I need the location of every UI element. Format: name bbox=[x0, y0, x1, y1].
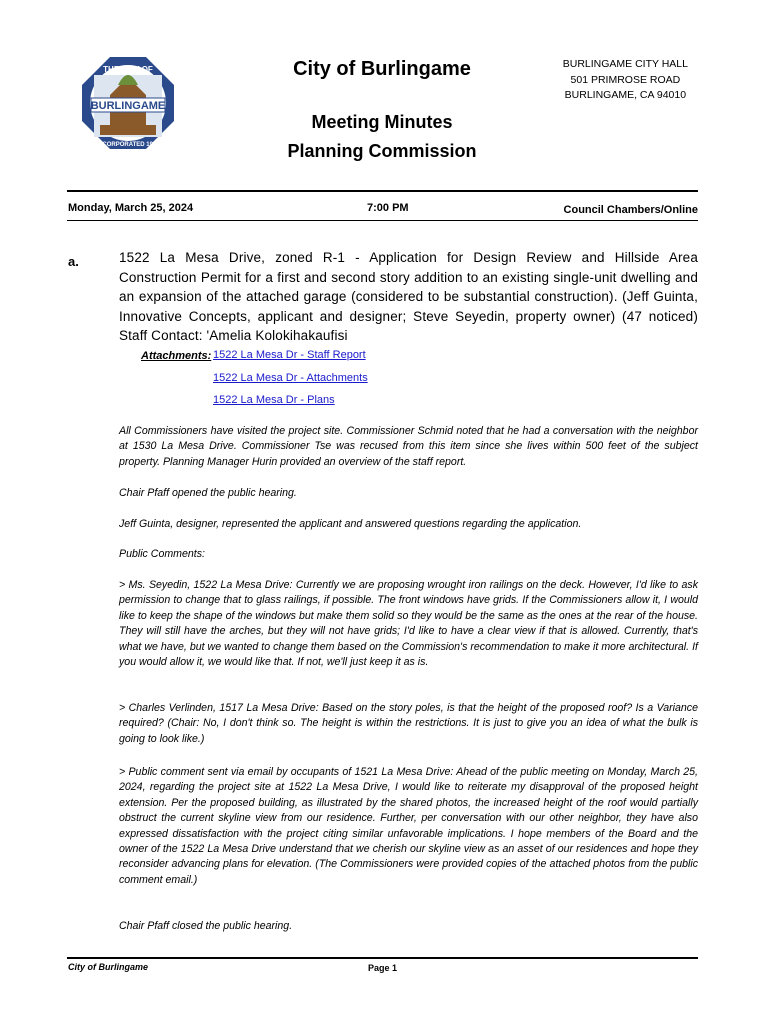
document-title: Meeting Minutes bbox=[311, 112, 453, 132]
address-line: 501 PRIMROSE ROAD bbox=[570, 73, 681, 86]
seal-top-text: THE CITY OF bbox=[103, 65, 153, 74]
minutes-paragraph: Public Comments: bbox=[119, 548, 205, 560]
meeting-time: 7:00 PM bbox=[367, 202, 409, 214]
footer-org: City of Burlingame bbox=[68, 962, 149, 972]
attachment-link-staff-report[interactable]: 1522 La Mesa Dr - Staff Report bbox=[213, 349, 366, 361]
page-number: Page 1 bbox=[368, 963, 398, 973]
address-block bbox=[563, 57, 688, 104]
body-name: Planning Commission bbox=[287, 141, 477, 161]
attachment-link-attachments[interactable]: 1522 La Mesa Dr - Attachments bbox=[213, 372, 368, 384]
city-seal-logo bbox=[80, 55, 176, 151]
address-line: BURLINGAME CITY HALL bbox=[562, 58, 688, 70]
divider bbox=[67, 190, 698, 192]
address-line: BURLINGAME, CA 94010 bbox=[564, 89, 687, 101]
meeting-date: Monday, March 25, 2024 bbox=[68, 202, 194, 214]
minutes-paragraph: All Commissioners have visited the project site. Commissioner Schmid noted that he had a conversation with the neighbor at 1530 La Mesa Drive. Commissioner Tse was recused from this item since she lives within 500 feet of the subject property. Planning Manager Hurin provided an overview of the staff report. bbox=[119, 425, 698, 468]
meeting-location: Council Chambers/Online bbox=[563, 204, 698, 216]
item-letter: a. bbox=[68, 254, 79, 269]
minutes-paragraph: Chair Pfaff closed the public hearing. bbox=[119, 920, 293, 932]
public-comment: > Public comment sent via email by occupants of 1521 La Mesa Drive: Ahead of the public meeting on Monday, March 25, 2024, regarding the project site at 1522 La Mesa Drive, I would like to reiterate my disapproval of the proposed height extension. Per the proposed building, as illustrated by the shared photos, the increased height of the roof would partially obstruct the current skyline view from our residence. Further, per conversation with our other neighbor, they have also expressed dissatisfaction with the project citing similar unfavorable implications. I hope members of the Board and the owner of the 1522 La Mesa Drive understand that we cherish our skyline view as an asset of our residences and hope they reconsider advancing plans for elevation. (The Commissioners were provided copies of the attached photos from the public comment email.) bbox=[119, 766, 698, 886]
item-title: 1522 La Mesa Drive, zoned R-1 - Application for Design Review and Hillside Area Construction Permit for a first and second story addition to an existing single-unit dwelling and an expansion of the attached garage (considered to be substantial construction). (Jeff Guinta, Innovative Concepts, applicant and designer; Steve Seyedin, property owner) (47 noticed) Staff Contact: 'Amelia Kolokihakaufisi bbox=[119, 250, 698, 343]
attachment-link-plans[interactable]: 1522 La Mesa Dr - Plans bbox=[213, 394, 335, 406]
org-name: City of Burlingame bbox=[293, 58, 471, 80]
divider bbox=[67, 220, 698, 221]
minutes-paragraph: Jeff Guinta, designer, represented the applicant and answered questions regarding the application. bbox=[119, 518, 582, 530]
public-comment: > Ms. Seyedin, 1522 La Mesa Drive: Currently we are proposing wrought iron railings on the deck. However, I'd like to ask permission to change that to glass railings, if possible. The front windows have grids. If the Commissioners allow it, I would like to keep the shape of the windows but make them solid so they would be the same as the ones at the rear of the house. They will still have the arches, but they will not have grids; I'd like to have a clear view if that is allowed. Currently, that's what we have, but we wanted to change them based on the Commission's recommendation to make it more architectural. If you would allow it, we would like that. If not, we'll just keep it as is. bbox=[119, 579, 698, 669]
minutes-paragraph: Chair Pfaff opened the public hearing. bbox=[119, 487, 297, 499]
seal-bottom-text: INCORPORATED 1908 bbox=[96, 142, 160, 148]
public-comment: > Charles Verlinden, 1517 La Mesa Drive: Based on the story poles, is that the height of the proposed roof? Is a Variance required? (Chair: No, I don't think so. The height is within the restrictions. It is just to give you an idea of what the bulk is going to look like.) bbox=[119, 702, 698, 745]
seal-name-text: BURLINGAME bbox=[90, 100, 166, 112]
attachments-label: Attachments: bbox=[141, 350, 212, 362]
footer-divider bbox=[67, 957, 698, 959]
